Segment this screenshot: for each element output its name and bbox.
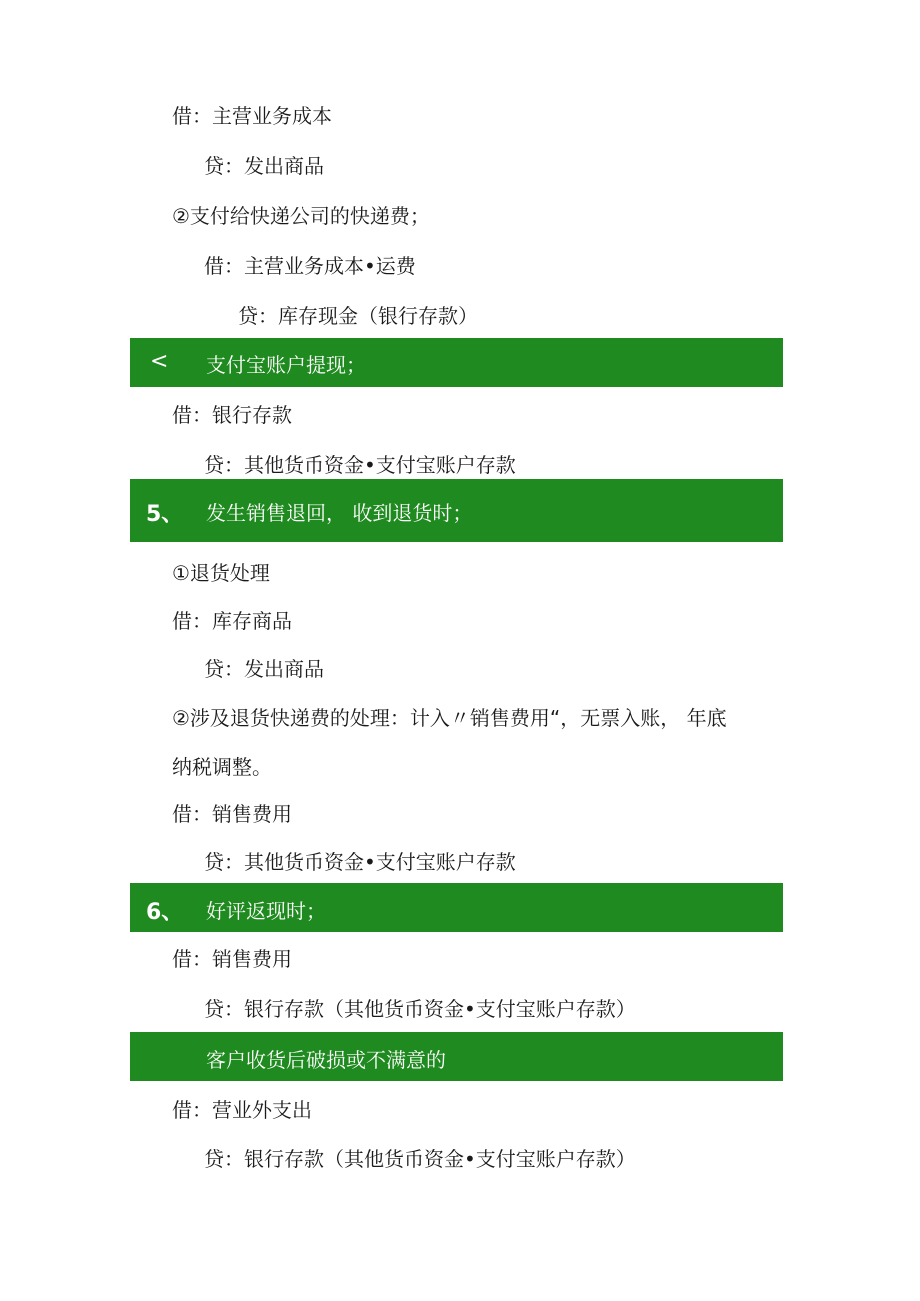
step-return-fee: ②涉及退货快递费的处理：计入〃销售费用“，无票入账， 年底: [172, 706, 727, 730]
section-header-cashback: [130, 883, 783, 932]
entry-debit-nonoperating: 借：营业外支出: [172, 1098, 312, 1122]
section-header-return: [130, 479, 783, 542]
section-header-damage: [130, 1032, 783, 1081]
entry-credit-alipay: 贷：其他货币资金•支付宝账户存款: [204, 850, 516, 874]
entry-credit-goods: 贷：发出商品: [204, 154, 324, 178]
entry-debit-sales-expense: 借：销售费用: [172, 802, 292, 826]
section-title: 好评返现时；: [206, 899, 326, 923]
section-number: 5、: [146, 502, 184, 527]
section-title: 发生销售退回， 收到退货时；: [206, 501, 473, 525]
section-header-withdraw: [130, 338, 783, 387]
step-courier-fee: ②支付给快递公司的快递费；: [172, 204, 430, 228]
entry-debit-bank: 借：银行存款: [172, 403, 292, 427]
section-title: 客户收货后破损或不满意的: [206, 1048, 446, 1072]
entry-debit-freight: 借：主营业务成本•运费: [204, 254, 416, 278]
section-number: <: [150, 349, 169, 374]
entry-debit-sales-expense: 借：销售费用: [172, 947, 292, 971]
section-title: 支付宝账户提现；: [206, 353, 366, 377]
section-number: 6、: [146, 900, 184, 925]
entry-credit-alipay: 贷：其他货币资金•支付宝账户存款: [204, 453, 516, 477]
step-return-handling: ①退货处理: [172, 561, 270, 585]
entry-credit-goods: 贷：发出商品: [204, 657, 324, 681]
step-return-fee-cont: 纳税调整。: [172, 755, 272, 779]
entry-credit-bank: 贷：银行存款（其他货币资金•支付宝账户存款）: [204, 1147, 636, 1171]
entry-credit-cash: 贷：库存现金（银行存款）: [238, 304, 478, 328]
entry-credit-bank: 贷：银行存款（其他货币资金•支付宝账户存款）: [204, 997, 636, 1021]
entry-debit-cost: 借：主营业务成本: [172, 104, 332, 128]
entry-debit-inventory: 借：库存商品: [172, 609, 292, 633]
